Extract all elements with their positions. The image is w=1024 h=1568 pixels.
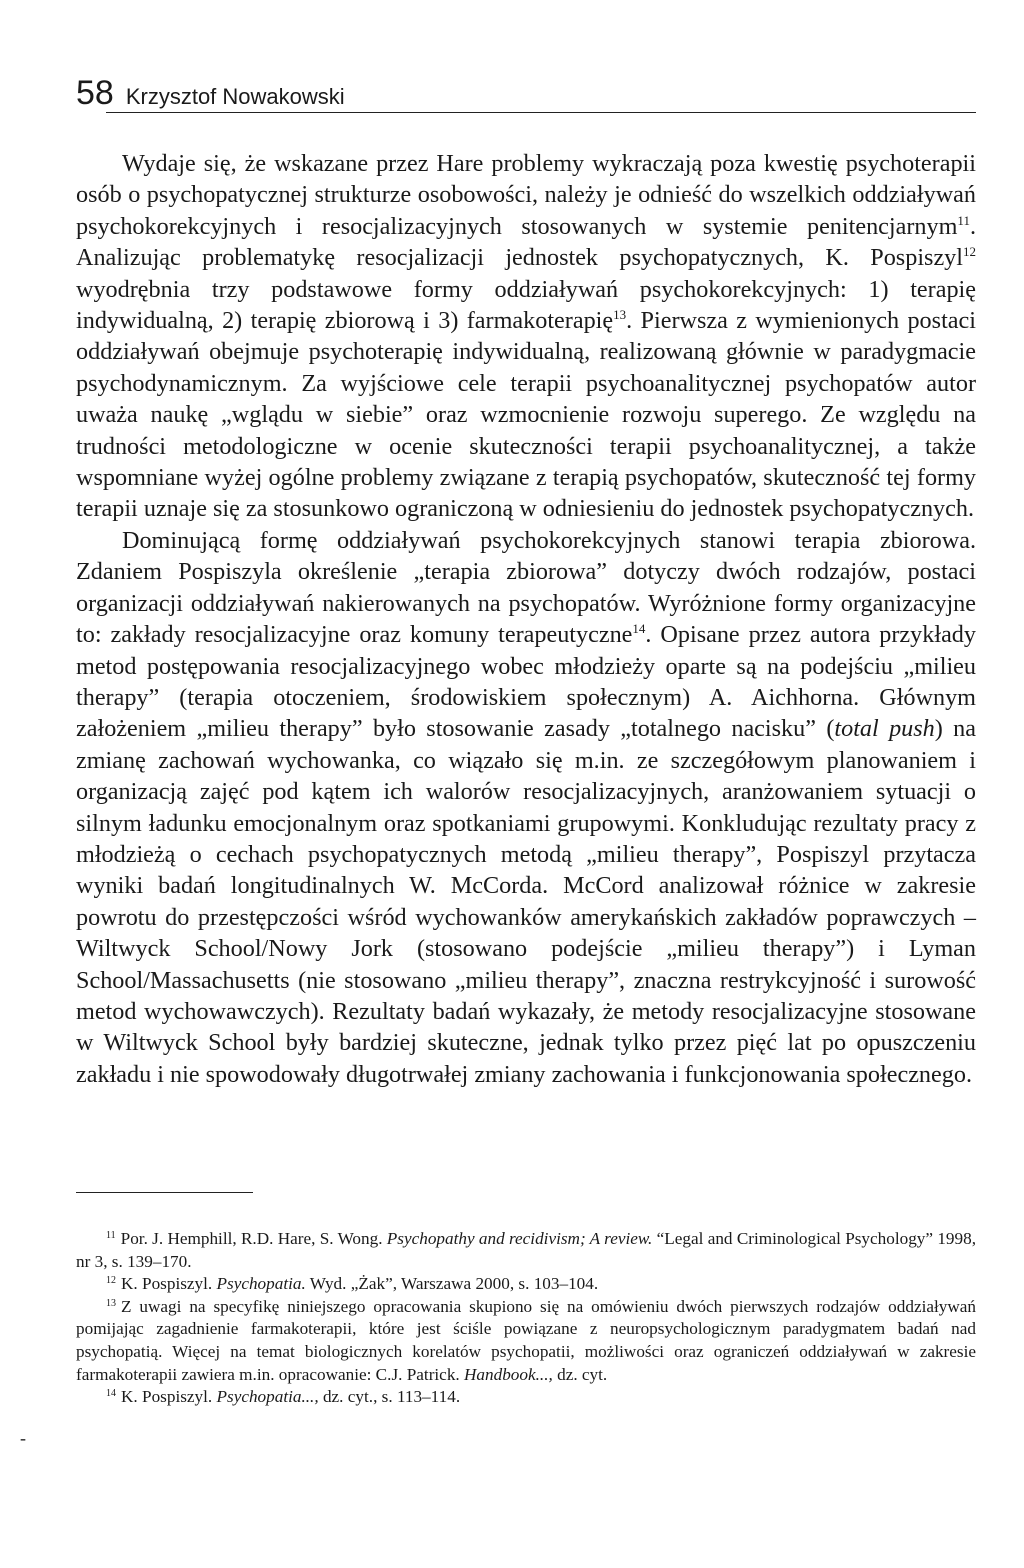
text-run: “Legal and Criminological Psychology” 1998, nr 3, s. 139–170. [76,1229,977,1271]
paragraph-1 [76,148,976,525]
text-run: . Pierwsza z wymienionych postaci oddziaływań obejmuje psychoterapię indywidualną, realizowaną głównie w paradygmacie psychodynamicznym. Za wyjściowe cele terapii psychoanalitycznej psychopatów autor uważa naukę „wglądu w siebie” oraz wzmocnienie rozwoju superego. Ze względu na trudności metodologiczne w ocenie skuteczności terapii psychoanalitycznej, a także wspomniane wyżej ogólne problemy związane z terapią psychopatów, skuteczność tej formy terapii uznaje się za stosunkowo ograniczoną w odniesieniu do jednostek psychopatycznych. [76,307,976,523]
footnote-13 [76,1296,976,1386]
page-number: 58 [76,74,114,112]
footnotes [76,1228,976,1409]
text-run: ) na zmianę zachowań wychowanka, co wiązało się m.in. ze szczegółowym planowaniem i organizacją zajęć pod kątem ich walorów resocjalizacyjnych, aranżowaniem sytuacji o silnym ładunku emocjonalnym oraz spotkaniami grupowymi. Konkludując rezultaty pracy z młodzieżą o cechach psychopatycznych metodą „milieu therapy”, Pospiszyl przytacza wyniki badań longitudinalnych W. McCorda. McCord analizował różnice w zakresie powrotu do przestępczości wśród wychowanków amerykańskich zakładów poprawczych – Wiltwyck School/Nowy Jork (stosowano podejście „milieu therapy”) i Lyman School/Massachusetts (nie stosowano „milieu therapy”, znaczna restrykcyjność i surowość metod wychowawczych). Rezultaty badań wykazały, że metody resocjalizacyjne stosowane w Wiltwyck School były bardziej skuteczne, jednak tylko przez pięć lat po opuszczeniu zakładu i nie spowodowały długotrwałej zmiany zachowania i funkcjonowania społecznego. [76,715,976,1088]
paragraph-2 [76,525,976,1090]
footnote-number: 11 [106,1230,116,1241]
text-run: dz. cyt. [552,1364,608,1384]
footnote-ref-14: 14 [632,621,646,637]
footnote-separator [76,1192,253,1193]
text-run: Wyd. „Żak”, Warszawa 2000, s. 103–104. [305,1274,599,1294]
text-run: Dominującą formę oddziaływań psychokorekcyjnych stanowi terapia zbiorowa. Zdaniem Pospiszyla określenie „terapia zbiorowa” dotyczy dwóch rodzajów, postaci organizacji oddziaływań nakierowanych na psychopatów. Wyróżnione formy organizacyjne to: zakłady resocjalizacyjne oraz komuny terapeutyczne [76,526,976,649]
footnote-ref-13: 13 [613,307,627,323]
italic-term: total push [834,715,935,743]
footnote-ref-12: 12 [963,244,976,260]
italic-title: Psychopatia..., [216,1387,319,1407]
text-run: wyodrębnia trzy podstawowe formy oddziaływań psychokorekcyjnych: 1) terapię indywidualną, 2) terapię zbiorową i 3) farmakoterapię [76,275,976,335]
footnote-12 [76,1273,976,1296]
italic-title: Psychopathy and recidivism; A review. [386,1229,653,1248]
italic-title: Handbook..., [464,1364,553,1384]
header-rule [106,112,976,113]
text-run: Wydaje się, że wskazane przez Hare problemy wykraczają poza kwestię psychoterapii osób o psychopatycznej strukturze osobowości, należy je odnieść do wszelkich oddziaływań psychokorekcyjnych i resocjalizacyjnych stosowanych w systemie penitencjarnym [76,150,976,240]
running-head-author: Krzysztof Nowakowski [125,84,345,109]
italic-title: Psychopatia. [216,1274,306,1294]
footnote-number: 14 [106,1388,116,1400]
text-run: K. Pospiszyl. [121,1274,217,1294]
text-run: dz. cyt., s. 113–114. [318,1387,461,1407]
main-text [76,148,976,1090]
text-run: . Opisane przez autora przykłady metod postępowania resocjalizacyjnego wobec młodzieży oparte są na podejściu „milieu therapy” (terapia otoczeniem, środowiskiem społecznym) A. Aichhorna. Głównym założeniem „milieu therapy” było stosowanie zasady „totalnego nacisku” ( [76,621,976,743]
footnote-number: 12 [106,1275,116,1287]
footnote-11 [76,1228,976,1273]
footnote-14 [76,1386,976,1409]
text-run: Z uwagi na specyfikę niniejszego opracowania skupiono się na omówieniu dwóch pierwszych rodzajów oddziaływań pomijając zagadnienie farmakoterapii, które jest ściśle powiązane z neuropsychologicznym paradygmatem badań nad psychopatią. Więcej na temat biologicznych korelatów psychopatii, możliwości oraz ograniczeń oddziaływań w zakresie farmakoterapii zawiera m.in. opracowanie: C.J. Patrick. [76,1296,976,1384]
margin-mark: - [20,1428,26,1448]
text-run: Por. J. Hemphill, R.D. Hare, S. Wong. [120,1229,387,1248]
footnote-ref-11: 11 [957,212,970,228]
text-run: . Analizując problematykę resocjalizacji jednostek psychopatycznych, K. Pospiszyl [76,212,976,272]
page-header [76,76,976,110]
text-run: K. Pospiszyl. [121,1387,217,1407]
footnote-number: 13 [106,1297,116,1309]
